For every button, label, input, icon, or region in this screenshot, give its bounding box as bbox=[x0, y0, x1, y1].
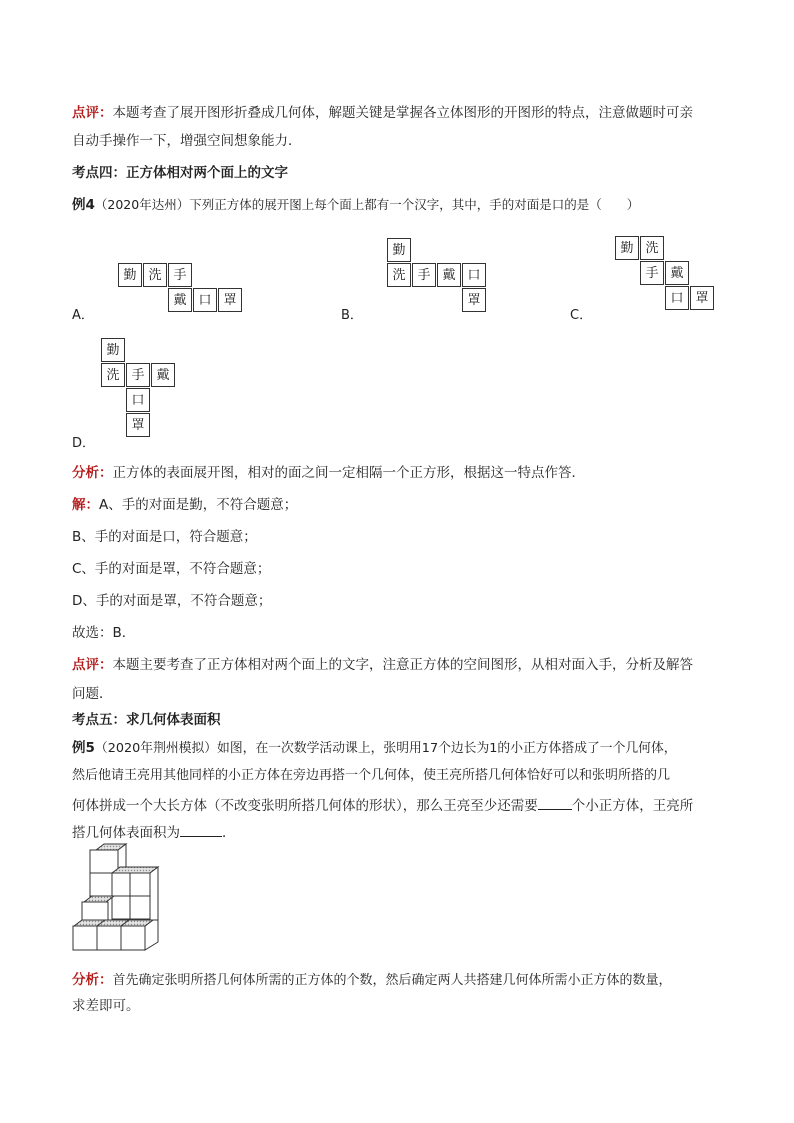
solution-4-line-b: B、手的对面是口，符合题意； bbox=[72, 529, 257, 545]
comment-4-line-1: 点评：本题主要考查了正方体相对两个面上的文字，注意正方体的空间图形，从相对面入手，分析及解答 bbox=[72, 657, 693, 673]
option-b-label[interactable]: B． bbox=[341, 308, 363, 323]
net-c-cell-qin: 勤 bbox=[615, 236, 639, 260]
solution-label: 解： bbox=[72, 497, 99, 513]
net-b-cell-xi: 洗 bbox=[387, 263, 411, 287]
option-d-label[interactable]: D． bbox=[72, 436, 96, 451]
net-c-cell-kou: 口 bbox=[665, 286, 689, 310]
analysis-label: 分析： bbox=[72, 972, 113, 988]
solution-4-line-c: C、手的对面是罩，不符合题意； bbox=[72, 561, 271, 577]
net-d-cell-xi: 洗 bbox=[101, 363, 125, 387]
net-b-cell-dai: 戴 bbox=[437, 263, 461, 287]
solution-4-line-a: 解：A、手的对面是勤，不符合题意； bbox=[72, 497, 298, 513]
answer-blank-count[interactable] bbox=[538, 795, 572, 810]
net-a-cell-qin: 勤 bbox=[118, 263, 142, 287]
net-a-cell-zhao: 罩 bbox=[218, 288, 242, 312]
example-label: 例5 bbox=[72, 740, 95, 756]
net-a-cell-shou: 手 bbox=[168, 263, 192, 287]
cube-stack-figure bbox=[70, 842, 170, 958]
comment-1-line-2: 自动手操作一下，增强空间想象能力． bbox=[72, 133, 302, 149]
solution-4-answer: 故选：B． bbox=[72, 625, 136, 641]
analysis-4: 分析：正方体的表面展开图，相对的面之间一定相隔一个正方形，根据这一特点作答． bbox=[72, 465, 585, 481]
net-d-cell-kou: 口 bbox=[126, 388, 150, 412]
net-d-cell-zhao: 罩 bbox=[126, 413, 150, 437]
net-b-cell-qin: 勤 bbox=[387, 238, 411, 262]
analysis-label: 分析： bbox=[72, 465, 113, 481]
analysis-5-line-2: 求差即可。 bbox=[72, 998, 140, 1014]
net-c-cell-zhao: 罩 bbox=[690, 286, 714, 310]
net-d-cell-qin: 勤 bbox=[101, 338, 125, 362]
solution-4-line-d: D、手的对面是罩，不符合题意； bbox=[72, 593, 272, 609]
net-c-cell-dai: 戴 bbox=[665, 261, 689, 285]
net-a-cell-kou: 口 bbox=[193, 288, 217, 312]
example-4-stem: 例4（2020年达州）下列正方体的展开图上每个面上都有一个汉字，其中，手的对面是口的是（ ） bbox=[72, 197, 640, 213]
net-b-cell-zhao: 罩 bbox=[462, 288, 486, 312]
section-5-title: 考点五：求几何体表面积 bbox=[72, 712, 221, 728]
net-a-cell-dai: 戴 bbox=[168, 288, 192, 312]
comment-4-line-2: 问题． bbox=[72, 686, 113, 702]
example-5-line-4: 搭几何体表面积为 ． bbox=[72, 822, 722, 843]
section-4-title: 考点四：正方体相对两个面上的文字 bbox=[72, 165, 288, 181]
option-a-label[interactable]: A． bbox=[72, 308, 94, 323]
example-5-line-3: 何体拼成一个大长方体（不改变张明所搭几何体的形状），那么王亮至少还需要 个小正方体，王亮所 bbox=[72, 795, 722, 816]
example-label: 例4 bbox=[72, 197, 95, 213]
net-c-cell-shou: 手 bbox=[640, 261, 664, 285]
comment-1-line-1: 点评：本题考查了展开图形折叠成几何体，解题关键是掌握各立体图形的开图形的特点，注意做题时可亲 bbox=[72, 105, 693, 121]
net-b-cell-kou: 口 bbox=[462, 263, 486, 287]
answer-blank-area[interactable] bbox=[180, 822, 222, 837]
net-d-cell-shou: 手 bbox=[126, 363, 150, 387]
net-b-cell-shou: 手 bbox=[412, 263, 436, 287]
option-c-label[interactable]: C． bbox=[570, 308, 593, 323]
comment-label: 点评： bbox=[72, 657, 113, 673]
net-a-cell-xi: 洗 bbox=[143, 263, 167, 287]
net-d-cell-dai: 戴 bbox=[151, 363, 175, 387]
net-c-cell-xi: 洗 bbox=[640, 236, 664, 260]
analysis-5-line-1: 分析：首先确定张明所搭几何体所需的正方体的个数，然后确定两人共搭建几何体所需小正方体的数量， bbox=[72, 972, 672, 988]
example-5-line-2: 然后他请王亮用其他同样的小正方体在旁边再搭一个几何体，使王亮所搭几何体恰好可以和张明所搭的几 bbox=[72, 768, 671, 783]
comment-label: 点评： bbox=[72, 105, 113, 121]
example-5-line-1: 例5（2020年荆州模拟）如图，在一次数学活动课上，张明用17个边长为1的小正方体搭成了一个几何体， bbox=[72, 740, 677, 756]
